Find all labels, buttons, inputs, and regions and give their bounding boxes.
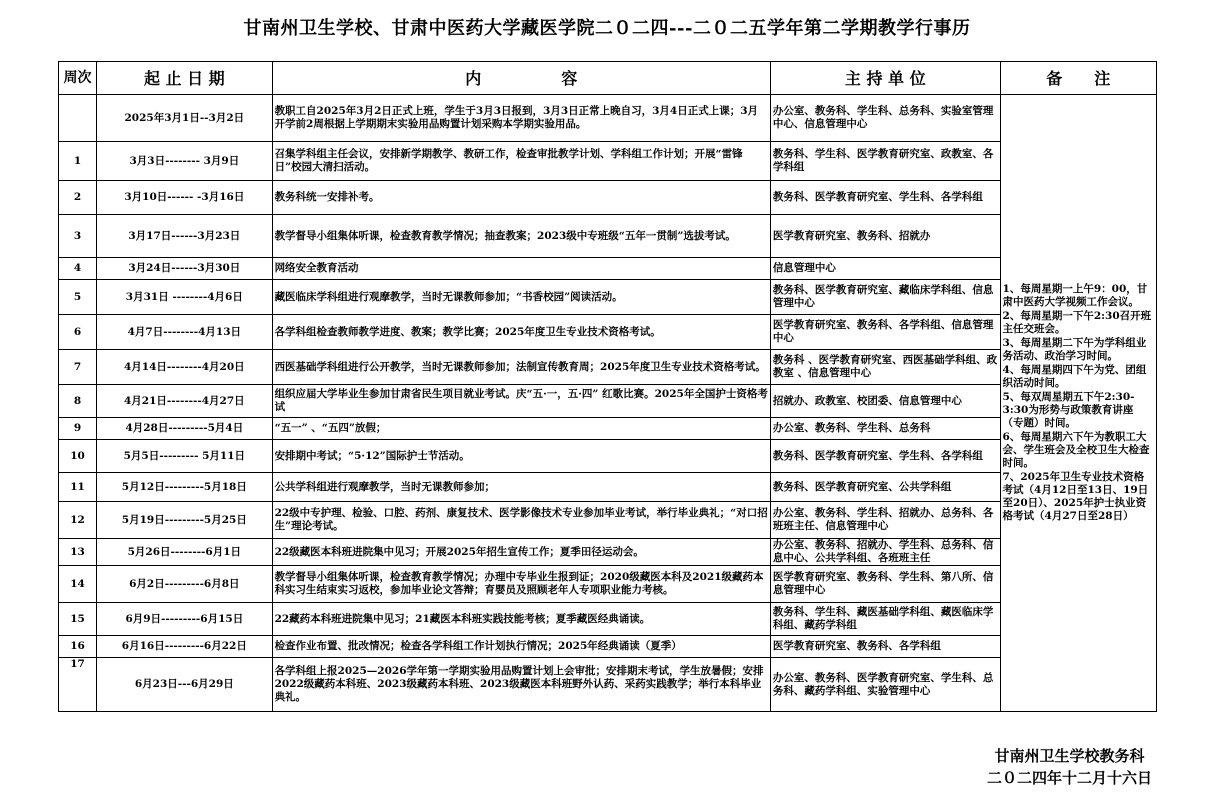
unit-cell: 信息管理中心 — [770, 258, 1000, 280]
date-cell: 4月21日--------4月27日 — [97, 385, 272, 418]
signature-date: 二０二四年十二月十六日 — [986, 769, 1152, 787]
date-cell: 6月2日---------6月8日 — [97, 566, 272, 603]
date-cell: 5月5日--------- 5月11日 — [97, 440, 272, 473]
content-cell: 各学科组检查教师教学进度、教案；教学比赛；2025年度卫生专业技术资格考试。 — [272, 315, 770, 350]
content-cell: 安排期中考试；“5·12”国际护士节活动。 — [272, 440, 770, 473]
table-row — [59, 315, 1157, 350]
content-cell: 检查作业布置、批改情况；检查各学科组工作计划执行情况；2025年经典诵读（夏季） — [272, 636, 770, 658]
table-row — [59, 566, 1157, 603]
calendar-table — [58, 61, 1157, 712]
table-row — [59, 658, 1157, 712]
note-item: 1、每周星期一上午9：00，甘肃中医药大学视频工作会议。 — [1002, 282, 1148, 308]
header-unit: 主 持 单 位 — [770, 62, 1000, 95]
table-row — [59, 95, 1157, 142]
week-cell: 7 — [59, 350, 97, 385]
week-cell: 3 — [59, 215, 97, 258]
unit-cell: 教务科、学生科、藏医基础学科组、藏医临床学科组、藏药学科组 — [770, 603, 1000, 636]
content-cell: 召集学科组主任会议，安排新学期教学、教研工作，检查审批教学计划、学科组工作计划；开展“雷锋日”校园大清扫活动。 — [272, 142, 770, 181]
week-cell: 12 — [59, 502, 97, 539]
note-item: 3、每周星期二下午为学科组业务活动、政治学习时间。 — [1002, 336, 1147, 362]
table-row — [59, 440, 1157, 473]
date-cell: 2025年3月1日--3月2日 — [97, 95, 272, 142]
week-cell: 4 — [59, 258, 97, 280]
unit-cell: 医学教育研究室、教务科、各学科组 — [770, 636, 1000, 658]
table-row — [59, 636, 1157, 658]
header-row — [59, 62, 1157, 95]
date-cell: 6月16日---------6月22日 — [97, 636, 272, 658]
content-cell: 教职工自2025年3月2日正式上班，学生于3月3日报到，3月3日正常上晚自习，3月4日正式上课；3月开学前2周根据上学期期末实验用品购置计划采购本学期实验用品。 — [272, 95, 770, 142]
week-cell: 6 — [59, 315, 97, 350]
table-row — [59, 142, 1157, 181]
week-cell: 2 — [59, 181, 97, 215]
week-cell: 1 — [59, 142, 97, 181]
unit-cell: 教务科、学生科、医学教育研究室、政教室、各学科组 — [770, 142, 1000, 181]
table-row — [59, 181, 1157, 215]
week-cell: 15 — [59, 603, 97, 636]
table-row — [59, 350, 1157, 385]
signature-block — [987, 745, 1152, 789]
table-row — [59, 280, 1157, 315]
content-cell: 教学督导小组集体听课，检查教育教学情况；办理中专毕业生报到证；2020级藏医本科及2021级藏药本科实习生结束实习返校，参加毕业论文答辩；育婴员及照顾老年人专项职业能力考核。 — [272, 566, 770, 603]
date-cell: 4月28日---------5月4日 — [97, 418, 272, 440]
date-cell: 6月23日---6月29日 — [97, 658, 272, 712]
unit-cell: 医学教育研究室、教务科、各学科组、信息管理中心 — [770, 315, 1000, 350]
unit-cell: 教务科 、医学教育研究室、西医基础学科组、政教室 、信息管理中心 — [770, 350, 1000, 385]
content-cell: 组织应届大学毕业生参加甘肃省民生项目就业考试。庆“五·一，五·四” 红歌比赛。2025年全国护士资格考试 — [272, 385, 770, 418]
week-cell: 17 — [59, 658, 97, 712]
content-cell: 藏医临床学科组进行观摩教学，当时无课教师参加；“书香校园”阅读活动。 — [272, 280, 770, 315]
note-item: 2、每周星期一下午2:30召开班主任交班会。 — [1002, 309, 1152, 335]
table-row — [59, 215, 1157, 258]
note-item: 4、每周星期四下午为党、团组织活动时间。 — [1002, 363, 1147, 389]
date-cell: 4月14日--------4月20日 — [97, 350, 272, 385]
unit-cell: 医学教育研究室、教务科、学生科、第八所、信息管理中心 — [770, 566, 1000, 603]
date-cell: 3月10日------ -3月16日 — [97, 181, 272, 215]
week-cell: 16 — [59, 636, 97, 658]
unit-cell: 教务科、医学教育研究室、学生科、各学科组 — [770, 181, 1000, 215]
header-content: 内 容 — [272, 62, 770, 95]
date-cell: 5月12日---------5月18日 — [97, 473, 272, 502]
content-cell: 22级藏医本科班进院集中见习；开展2025年招生宣传工作；夏季田径运动会。 — [272, 539, 770, 566]
unit-cell: 医学教育研究室、教务科、招就办 — [770, 215, 1000, 258]
unit-cell: 招就办、政教室、校团委、信息管理中心 — [770, 385, 1000, 418]
unit-cell: 办公室、教务科、学生科、招就办、总务科、各班班主任、信息管理中心 — [770, 502, 1000, 539]
unit-cell: 办公室、教务科、学生科、总务科 — [770, 418, 1000, 440]
week-cell: 5 — [59, 280, 97, 315]
header-note: 备 注 — [1000, 62, 1156, 95]
content-cell: 教学督导小组集体听课，检查教育教学情况；抽查教案；2023级中专班级“五年一贯制”选拔考试。 — [272, 215, 770, 258]
week-cell: 13 — [59, 539, 97, 566]
unit-cell: 办公室、教务科、学生科、总务科、实验室管理中心、信息管理中心 — [770, 95, 1000, 142]
unit-cell: 教务科、医学教育研究室、藏临床学科组、信息管理中心 — [770, 280, 1000, 315]
date-cell: 3月31日 --------4月6日 — [97, 280, 272, 315]
notes-cell — [1000, 95, 1156, 712]
date-cell: 6月9日---------6月15日 — [97, 603, 272, 636]
table-row — [59, 258, 1157, 280]
note-item: 5、每双周星期五下午2:30-3:30为形势与政策教育讲座（专题）时间。 — [1002, 390, 1135, 429]
date-cell: 3月24日------3月30日 — [97, 258, 272, 280]
week-cell: 8 — [59, 385, 97, 418]
header-week: 周次 — [59, 62, 97, 95]
content-cell: 22藏药本科班进院集中见习；21藏医本科班实践技能考核；夏季藏医经典诵读。 — [272, 603, 770, 636]
table-row — [59, 385, 1157, 418]
content-cell: 22级中专护理、检验、口腔、药剂、康复技术、医学影像技术专业参加毕业考试，举行毕业典礼；“对口招生”理论考试。 — [272, 502, 770, 539]
table-row — [59, 502, 1157, 539]
content-cell: 网络安全教育活动 — [272, 258, 770, 280]
date-cell: 3月3日-------- 3月9日 — [97, 142, 272, 181]
unit-cell: 办公室、教务科、招就办、学生科、总务科、信息中心、公共学科组、各班班主任 — [770, 539, 1000, 566]
week-cell — [59, 95, 97, 142]
week-cell: 11 — [59, 473, 97, 502]
date-cell: 3月17日------3月23日 — [97, 215, 272, 258]
note-item: 7、2025年卫生专业技术资格考试（4月12日至13日、19日至20日）、2025年护士执业资格考试（4月27日至28日） — [1002, 470, 1149, 522]
unit-cell: 教务科、医学教育研究室、公共学科组 — [770, 473, 1000, 502]
week-cell: 9 — [59, 418, 97, 440]
signature-org: 甘南州卫生学校教务科 — [994, 747, 1145, 765]
date-cell: 4月7日--------4月13日 — [97, 315, 272, 350]
content-cell: 公共学科组进行观摩教学，当时无课教师参加； — [272, 473, 770, 502]
header-date: 起 止 日 期 — [97, 62, 272, 95]
content-cell: “五一” 、“五四”放假； — [272, 418, 770, 440]
week-cell: 14 — [59, 566, 97, 603]
table-row — [59, 603, 1157, 636]
calendar-body — [59, 95, 1157, 712]
note-item: 6、每周星期六下午为教职工大会、学生班会及全校卫生大检查时间。 — [1002, 430, 1150, 469]
content-cell: 各学科组上报2025—2026学年第一学期实验用品购置计划上会审批；安排期末考试，学生放暑假；安排2022级藏药本科班、2023级藏药本科班、2023级藏医本科班野外认药、采药实践教学；举行本科毕业典礼。 — [272, 658, 770, 712]
content-cell: 教务科统一安排补考。 — [272, 181, 770, 215]
date-cell: 5月26日--------6月1日 — [97, 539, 272, 566]
date-cell: 5月19日---------5月25日 — [97, 502, 272, 539]
unit-cell: 教务科、医学教育研究室、学生科、各学科组 — [770, 440, 1000, 473]
week-cell: 10 — [59, 440, 97, 473]
page-title: 甘南州卫生学校、甘肃中医药大学藏医学院二０二四---二０二五学年第二学期教学行事历 — [243, 18, 971, 39]
table-row — [59, 539, 1157, 566]
table-row — [59, 473, 1157, 502]
table-row — [59, 418, 1157, 440]
content-cell: 西医基础学科组进行公开教学，当时无课教师参加；法制宣传教育周；2025年度卫生专业技术资格考试。 — [272, 350, 770, 385]
unit-cell: 办公室、教务科、医学教育研究室、学生科、总务科、藏药学科组、实验管理中心 — [770, 658, 1000, 712]
